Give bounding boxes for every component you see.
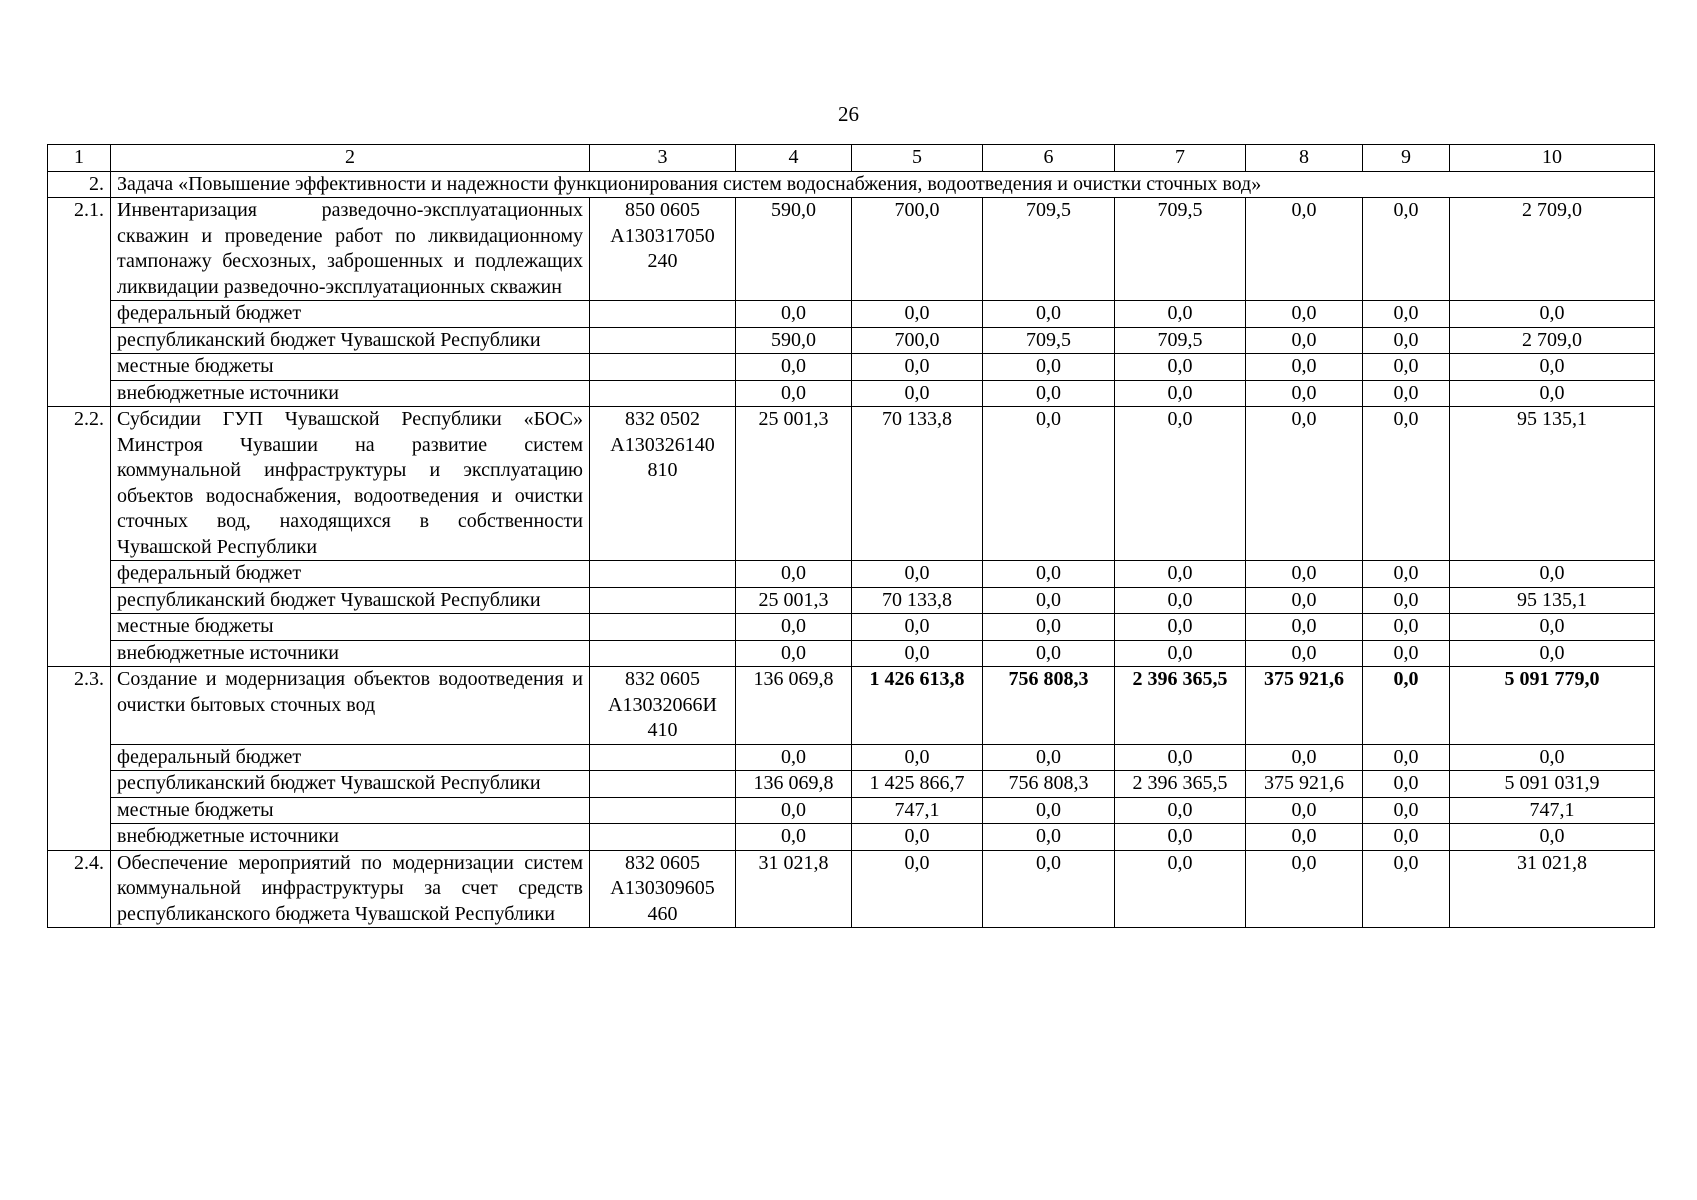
- task-row: [48, 171, 1655, 198]
- value-cell: 0,0: [1246, 587, 1363, 614]
- funding-source-label: республиканский бюджет Чувашской Республики: [111, 587, 590, 614]
- funding-row: [48, 587, 1655, 614]
- task-number: 2.: [48, 171, 111, 198]
- item-number: 2.3.: [48, 667, 111, 851]
- value-cell: 709,5: [983, 327, 1115, 354]
- value-cell: 0,0: [1246, 301, 1363, 328]
- value-cell: 0,0: [1115, 354, 1246, 381]
- value-cell: 0,0: [1363, 824, 1450, 851]
- value-cell: 0,0: [1246, 407, 1363, 561]
- value-cell: 0,0: [1363, 327, 1450, 354]
- value-cell: 0,0: [1246, 744, 1363, 771]
- value-cell: 0,0: [1246, 824, 1363, 851]
- budget-code-empty: [590, 744, 736, 771]
- value-cell: 0,0: [852, 380, 983, 407]
- value-cell: 0,0: [983, 850, 1115, 928]
- value-cell: 0,0: [983, 614, 1115, 641]
- value-cell: 0,0: [1363, 407, 1450, 561]
- value-cell: 0,0: [1115, 380, 1246, 407]
- value-cell: 0,0: [1363, 301, 1450, 328]
- funding-row: [48, 561, 1655, 588]
- value-cell: 0,0: [1363, 850, 1450, 928]
- value-cell: 0,0: [1115, 640, 1246, 667]
- budget-code-line: 810: [647, 459, 678, 481]
- value-cell: 0,0: [983, 587, 1115, 614]
- value-cell: 136 069,8: [736, 667, 852, 745]
- budget-code-empty: [590, 640, 736, 667]
- value-cell: 0,0: [1115, 850, 1246, 928]
- item-number: 2.4.: [48, 850, 111, 928]
- value-cell: 709,5: [1115, 198, 1246, 301]
- value-cell: 375 921,6: [1246, 667, 1363, 745]
- value-cell: 0,0: [983, 354, 1115, 381]
- value-cell: 0,0: [1450, 614, 1655, 641]
- funding-row: [48, 301, 1655, 328]
- funding-source-label: федеральный бюджет: [111, 744, 590, 771]
- budget-code-empty: [590, 797, 736, 824]
- value-cell: 0,0: [1246, 354, 1363, 381]
- funding-source-label: внебюджетные источники: [111, 824, 590, 851]
- funding-source-label: местные бюджеты: [111, 354, 590, 381]
- value-cell: 747,1: [1450, 797, 1655, 824]
- value-cell: 0,0: [852, 640, 983, 667]
- value-cell: 0,0: [1246, 380, 1363, 407]
- item-row: [48, 667, 1655, 745]
- budget-code-line: 240: [647, 250, 678, 272]
- budget-code-line: 410: [647, 719, 678, 741]
- header-cell: 10: [1450, 145, 1655, 172]
- header-cell: 8: [1246, 145, 1363, 172]
- value-cell: 747,1: [852, 797, 983, 824]
- value-cell: 0,0: [1115, 824, 1246, 851]
- value-cell: 0,0: [1115, 797, 1246, 824]
- value-cell: 0,0: [736, 797, 852, 824]
- budget-code-empty: [590, 824, 736, 851]
- value-cell: 700,0: [852, 198, 983, 301]
- value-cell: 2 709,0: [1450, 198, 1655, 301]
- value-cell: 590,0: [736, 327, 852, 354]
- value-cell: 0,0: [1450, 744, 1655, 771]
- value-cell: 25 001,3: [736, 407, 852, 561]
- item-row: [48, 850, 1655, 928]
- value-cell: 0,0: [1363, 744, 1450, 771]
- header-cell: 7: [1115, 145, 1246, 172]
- value-cell: 0,0: [983, 301, 1115, 328]
- value-cell: 0,0: [1115, 561, 1246, 588]
- value-cell: 0,0: [1115, 744, 1246, 771]
- value-cell: 0,0: [1363, 614, 1450, 641]
- value-cell: 0,0: [983, 640, 1115, 667]
- header-cell: 4: [736, 145, 852, 172]
- header-cell: 2: [111, 145, 590, 172]
- header-cell: 9: [1363, 145, 1450, 172]
- budget-code-line: А13032066И: [608, 693, 717, 716]
- budget-code-empty: [590, 614, 736, 641]
- value-cell: 0,0: [983, 407, 1115, 561]
- budget-code-empty: [590, 587, 736, 614]
- item-number: 2.2.: [48, 407, 111, 667]
- budget-code: [590, 850, 736, 928]
- value-cell: 95 135,1: [1450, 587, 1655, 614]
- value-cell: 756 808,3: [983, 771, 1115, 798]
- value-cell: 0,0: [852, 354, 983, 381]
- value-cell: 25 001,3: [736, 587, 852, 614]
- value-cell: 31 021,8: [1450, 850, 1655, 928]
- item-name: Субсидии ГУП Чувашской Республики «БОС» Минстроя Чувашии на развитие систем коммунальной инфраструктуры и эксплуатацию объектов водоснабжения, водоотведения и очистки сточных вод, находящихся в собственности Чувашской Республики: [111, 407, 590, 561]
- item-number: 2.1.: [48, 198, 111, 407]
- value-cell: 5 091 779,0: [1450, 667, 1655, 745]
- value-cell: 0,0: [736, 744, 852, 771]
- value-cell: 2 709,0: [1450, 327, 1655, 354]
- value-cell: 0,0: [1246, 561, 1363, 588]
- value-cell: 0,0: [736, 380, 852, 407]
- funding-row: [48, 797, 1655, 824]
- funding-row: [48, 380, 1655, 407]
- value-cell: 2 396 365,5: [1115, 667, 1246, 745]
- value-cell: 5 091 031,9: [1450, 771, 1655, 798]
- funding-row: [48, 744, 1655, 771]
- value-cell: 709,5: [1115, 327, 1246, 354]
- funding-row: [48, 354, 1655, 381]
- value-cell: 0,0: [736, 354, 852, 381]
- value-cell: 709,5: [983, 198, 1115, 301]
- header-cell: 5: [852, 145, 983, 172]
- value-cell: 0,0: [1363, 640, 1450, 667]
- budget-code-empty: [590, 561, 736, 588]
- budget-code-empty: [590, 354, 736, 381]
- value-cell: 31 021,8: [736, 850, 852, 928]
- item-row: [48, 407, 1655, 561]
- value-cell: 0,0: [983, 561, 1115, 588]
- value-cell: 0,0: [1115, 614, 1246, 641]
- budget-code-empty: [590, 380, 736, 407]
- value-cell: 0,0: [1246, 327, 1363, 354]
- budget-code-line: 460: [647, 902, 678, 925]
- budget-code-line: А130317050: [610, 224, 715, 247]
- table-body: [48, 145, 1655, 928]
- item-name: Инвентаризация разведочно-эксплуатационных скважин и проведение работ по ликвидационному тампонажу бесхозных, заброшенных и подлежащих ликвидации разведочно-эксплуатационных скважин: [111, 198, 590, 301]
- value-cell: 2 396 365,5: [1115, 771, 1246, 798]
- budget-code-empty: [590, 301, 736, 328]
- value-cell: 375 921,6: [1246, 771, 1363, 798]
- value-cell: 0,0: [1363, 354, 1450, 381]
- item-name: Обеспечение мероприятий по модернизации систем коммунальной инфраструктуры за счет средств республиканского бюджета Чувашской Республики: [111, 850, 590, 928]
- value-cell: 0,0: [1363, 667, 1450, 745]
- budget-code-line: 850 0605: [625, 199, 700, 221]
- value-cell: 700,0: [852, 327, 983, 354]
- value-cell: 70 133,8: [852, 587, 983, 614]
- value-cell: 0,0: [1246, 640, 1363, 667]
- value-cell: 1 426 613,8: [852, 667, 983, 745]
- value-cell: 0,0: [1363, 771, 1450, 798]
- value-cell: 0,0: [983, 824, 1115, 851]
- budget-code: [590, 667, 736, 745]
- value-cell: 0,0: [1450, 301, 1655, 328]
- value-cell: 0,0: [852, 850, 983, 928]
- header-cell: 6: [983, 145, 1115, 172]
- funding-source-label: местные бюджеты: [111, 614, 590, 641]
- value-cell: 0,0: [852, 744, 983, 771]
- budget-code-line: 832 0605: [625, 851, 700, 874]
- value-cell: 0,0: [1115, 407, 1246, 561]
- item-row: [48, 198, 1655, 301]
- value-cell: 95 135,1: [1450, 407, 1655, 561]
- value-cell: 0,0: [852, 824, 983, 851]
- value-cell: 0,0: [736, 301, 852, 328]
- value-cell: 0,0: [1450, 354, 1655, 381]
- value-cell: 0,0: [1363, 380, 1450, 407]
- value-cell: 136 069,8: [736, 771, 852, 798]
- value-cell: 1 425 866,7: [852, 771, 983, 798]
- value-cell: 590,0: [736, 198, 852, 301]
- funding-source-label: федеральный бюджет: [111, 301, 590, 328]
- value-cell: 0,0: [1246, 850, 1363, 928]
- value-cell: 0,0: [1246, 614, 1363, 641]
- task-title: Задача «Повышение эффективности и надежности функционирования систем водоснабжения, водоотведения и очистки сточных вод»: [111, 171, 1655, 198]
- value-cell: 70 133,8: [852, 407, 983, 561]
- value-cell: 0,0: [1450, 640, 1655, 667]
- value-cell: 0,0: [1363, 198, 1450, 301]
- budget-code-empty: [590, 327, 736, 354]
- value-cell: 0,0: [1115, 301, 1246, 328]
- value-cell: 0,0: [1246, 198, 1363, 301]
- value-cell: 0,0: [1115, 587, 1246, 614]
- funding-source-label: внебюджетные источники: [111, 380, 590, 407]
- budget-table: [47, 144, 1655, 928]
- value-cell: 0,0: [983, 744, 1115, 771]
- value-cell: 0,0: [1450, 561, 1655, 588]
- budget-code: [590, 198, 736, 301]
- header-row: [48, 145, 1655, 172]
- value-cell: 0,0: [736, 640, 852, 667]
- funding-source-label: внебюджетные источники: [111, 640, 590, 667]
- funding-row: [48, 614, 1655, 641]
- value-cell: 0,0: [852, 301, 983, 328]
- value-cell: 756 808,3: [983, 667, 1115, 745]
- value-cell: 0,0: [736, 824, 852, 851]
- value-cell: 0,0: [1363, 797, 1450, 824]
- value-cell: 0,0: [983, 380, 1115, 407]
- header-cell: 1: [48, 145, 111, 172]
- funding-source-label: республиканский бюджет Чувашской Республики: [111, 771, 590, 798]
- funding-source-label: федеральный бюджет: [111, 561, 590, 588]
- funding-row: [48, 640, 1655, 667]
- budget-code-line: 832 0605: [625, 668, 700, 690]
- budget-code-line: 832 0502: [625, 408, 700, 430]
- funding-row: [48, 824, 1655, 851]
- budget-code-line: А130309605: [610, 877, 715, 899]
- funding-source-label: республиканский бюджет Чувашской Республики: [111, 327, 590, 354]
- value-cell: 0,0: [1363, 561, 1450, 588]
- budget-code-empty: [590, 771, 736, 798]
- budget-code: [590, 407, 736, 561]
- funding-row: [48, 771, 1655, 798]
- value-cell: 0,0: [736, 614, 852, 641]
- value-cell: 0,0: [1246, 797, 1363, 824]
- value-cell: 0,0: [1450, 380, 1655, 407]
- value-cell: 0,0: [1450, 824, 1655, 851]
- value-cell: 0,0: [852, 561, 983, 588]
- value-cell: 0,0: [852, 614, 983, 641]
- page-number: 26: [838, 102, 859, 126]
- value-cell: 0,0: [736, 561, 852, 588]
- funding-row: [48, 327, 1655, 354]
- item-name: Создание и модернизация объектов водоотведения и очистки бытовых сточных вод: [111, 667, 590, 745]
- budget-code-line: А130326140: [610, 433, 715, 456]
- funding-source-label: местные бюджеты: [111, 797, 590, 824]
- value-cell: 0,0: [983, 797, 1115, 824]
- header-cell: 3: [590, 145, 736, 172]
- value-cell: 0,0: [1363, 587, 1450, 614]
